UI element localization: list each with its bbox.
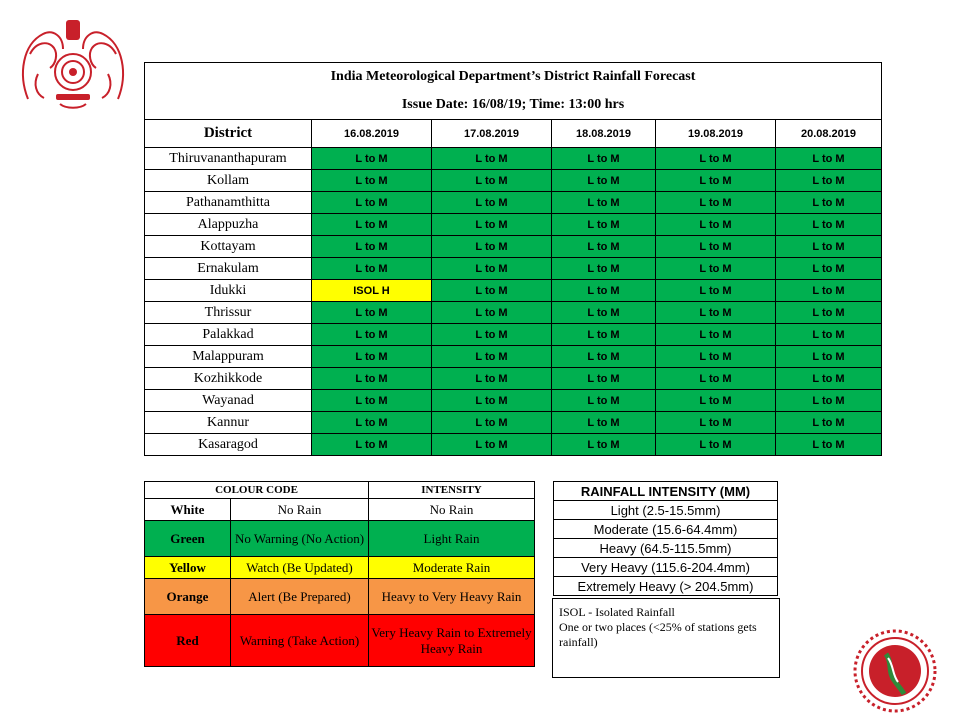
forecast-cell: L to M: [656, 280, 776, 302]
colour-code-row: [145, 557, 535, 579]
forecast-cell: L to M: [776, 390, 882, 412]
district-name: Kasaragod: [145, 434, 312, 456]
colour-code-row: [145, 521, 535, 557]
forecast-cell: L to M: [776, 280, 882, 302]
table-row: [145, 214, 882, 236]
forecast-cell: L to M: [656, 170, 776, 192]
forecast-cell: L to M: [656, 368, 776, 390]
district-name: Ernakulam: [145, 258, 312, 280]
forecast-cell: L to M: [312, 324, 432, 346]
rainfall-intensity-table: [553, 481, 778, 596]
forecast-cell: L to M: [432, 324, 552, 346]
rainfall-intensity-header-row: [554, 482, 778, 501]
forecast-cell: L to M: [432, 390, 552, 412]
date-header: 17.08.2019: [432, 120, 552, 148]
district-name: Thiruvananthapuram: [145, 148, 312, 170]
table-row: [145, 346, 882, 368]
forecast-cell: L to M: [432, 214, 552, 236]
forecast-cell: L to M: [776, 214, 882, 236]
colour-intensity: Very Heavy Rain to Extremely Heavy Rain: [369, 615, 535, 667]
title-block: [145, 63, 882, 120]
colour-name: Red: [145, 615, 231, 667]
rainfall-intensity-row: [554, 520, 778, 539]
colour-action: Alert (Be Prepared): [231, 579, 369, 615]
district-name: Idukki: [145, 280, 312, 302]
colour-name: Green: [145, 521, 231, 557]
colour-code-header-row: [145, 482, 535, 499]
colour-code-row: [145, 499, 535, 521]
forecast-cell: L to M: [312, 170, 432, 192]
forecast-cell: L to M: [552, 434, 656, 456]
date-header: 18.08.2019: [552, 120, 656, 148]
table-row: [145, 390, 882, 412]
forecast-cell: L to M: [312, 214, 432, 236]
colour-intensity: No Rain: [369, 499, 535, 521]
forecast-cell: L to M: [432, 412, 552, 434]
rainfall-intensity-range: Light (2.5-15.5mm): [554, 501, 778, 520]
forecast-cell: L to M: [432, 236, 552, 258]
forecast-cell: L to M: [552, 280, 656, 302]
forecast-cell: L to M: [656, 412, 776, 434]
isol-note: [552, 598, 780, 678]
table-row: [145, 258, 882, 280]
issue-date: Issue Date: 16/08/19; Time: 13:00 hrs: [401, 97, 625, 112]
colour-code-table: [144, 481, 535, 667]
district-name: Thrissur: [145, 302, 312, 324]
district-name: Wayanad: [145, 390, 312, 412]
forecast-cell: L to M: [656, 346, 776, 368]
date-header: 16.08.2019: [312, 120, 432, 148]
colour-action: Watch (Be Updated): [231, 557, 369, 579]
table-row: [145, 368, 882, 390]
intensity-header: INTENSITY: [369, 482, 535, 499]
colour-name: White: [145, 499, 231, 521]
colour-intensity: Heavy to Very Heavy Rain: [369, 579, 535, 615]
forecast-cell: L to M: [312, 368, 432, 390]
colour-code-row: [145, 579, 535, 615]
table-row: [145, 412, 882, 434]
date-header: 20.08.2019: [776, 120, 882, 148]
rainfall-intensity-range: Moderate (15.6-64.4mm): [554, 520, 778, 539]
forecast-cell: L to M: [312, 302, 432, 324]
rainfall-intensity-row: [554, 558, 778, 577]
rainfall-intensity-range: Very Heavy (115.6-204.4mm): [554, 558, 778, 577]
forecast-cell: L to M: [656, 214, 776, 236]
colour-action: No Warning (No Action): [231, 521, 369, 557]
forecast-cell: L to M: [432, 148, 552, 170]
forecast-cell: L to M: [432, 280, 552, 302]
forecast-cell: L to M: [552, 390, 656, 412]
forecast-cell: L to M: [656, 192, 776, 214]
rainfall-intensity-row: [554, 539, 778, 558]
ksdma-logo-icon: [852, 628, 938, 714]
district-name: Kollam: [145, 170, 312, 192]
table-header-row: [145, 120, 882, 148]
table-row: [145, 148, 882, 170]
forecast-cell: L to M: [432, 434, 552, 456]
forecast-cell: L to M: [312, 412, 432, 434]
table-row: [145, 280, 882, 302]
forecast-cell: L to M: [312, 346, 432, 368]
forecast-cell: L to M: [432, 192, 552, 214]
forecast-cell: L to M: [552, 170, 656, 192]
colour-intensity: Light Rain: [369, 521, 535, 557]
forecast-cell: L to M: [776, 434, 882, 456]
rainfall-intensity-range: Extremely Heavy (> 204.5mm): [554, 577, 778, 596]
colour-code-row: [145, 615, 535, 667]
district-name: Palakkad: [145, 324, 312, 346]
kerala-emblem-icon: [8, 14, 138, 114]
forecast-cell: L to M: [776, 148, 882, 170]
forecast-cell: L to M: [312, 192, 432, 214]
page-title: India Meteorological Department’s District Rainfall Forecast: [330, 69, 696, 84]
forecast-cell: L to M: [656, 148, 776, 170]
forecast-cell: L to M: [552, 192, 656, 214]
district-name: Malappuram: [145, 346, 312, 368]
forecast-cell: L to M: [552, 346, 656, 368]
colour-name: Yellow: [145, 557, 231, 579]
forecast-cell: L to M: [552, 148, 656, 170]
forecast-cell: L to M: [552, 258, 656, 280]
colour-intensity: Moderate Rain: [369, 557, 535, 579]
forecast-table: [144, 62, 882, 456]
date-header: 19.08.2019: [656, 120, 776, 148]
forecast-cell: L to M: [432, 368, 552, 390]
forecast-cell: L to M: [776, 192, 882, 214]
isol-description: One or two places (<25% of stations gets rainfall): [559, 620, 757, 649]
table-row: [145, 434, 882, 456]
forecast-cell: L to M: [312, 258, 432, 280]
forecast-cell: L to M: [312, 148, 432, 170]
forecast-cell: L to M: [656, 302, 776, 324]
forecast-cell: L to M: [656, 258, 776, 280]
district-name: Kottayam: [145, 236, 312, 258]
forecast-cell: L to M: [552, 324, 656, 346]
forecast-cell: L to M: [776, 236, 882, 258]
forecast-cell: L to M: [776, 346, 882, 368]
forecast-cell: L to M: [776, 170, 882, 192]
table-row: [145, 324, 882, 346]
forecast-cell: L to M: [432, 302, 552, 324]
forecast-cell: L to M: [776, 412, 882, 434]
forecast-cell: L to M: [552, 302, 656, 324]
rainfall-intensity-range: Heavy (64.5-115.5mm): [554, 539, 778, 558]
colour-name: Orange: [145, 579, 231, 615]
forecast-cell: L to M: [656, 390, 776, 412]
forecast-cell: L to M: [776, 368, 882, 390]
forecast-cell: L to M: [552, 236, 656, 258]
forecast-cell: L to M: [776, 324, 882, 346]
district-name: Pathanamthitta: [145, 192, 312, 214]
forecast-cell: L to M: [552, 368, 656, 390]
isol-definition: ISOL - Isolated Rainfall: [559, 605, 675, 619]
rainfall-intensity-row: [554, 501, 778, 520]
forecast-cell: L to M: [312, 390, 432, 412]
forecast-cell: L to M: [656, 324, 776, 346]
forecast-cell: L to M: [432, 170, 552, 192]
forecast-cell: ISOL H: [312, 280, 432, 302]
table-row: [145, 236, 882, 258]
table-row: [145, 170, 882, 192]
forecast-cell: L to M: [656, 236, 776, 258]
forecast-cell: L to M: [312, 434, 432, 456]
forecast-cell: L to M: [656, 434, 776, 456]
colour-code-header: COLOUR CODE: [145, 482, 369, 499]
forecast-cell: L to M: [776, 302, 882, 324]
forecast-cell: L to M: [432, 258, 552, 280]
table-row: [145, 192, 882, 214]
district-name: Kannur: [145, 412, 312, 434]
forecast-cell: L to M: [776, 258, 882, 280]
colour-action: Warning (Take Action): [231, 615, 369, 667]
table-row: [145, 302, 882, 324]
rainfall-intensity-header: RAINFALL INTENSITY (MM): [554, 482, 778, 501]
rainfall-intensity-row: [554, 577, 778, 596]
district-header: District: [145, 120, 312, 148]
colour-action: No Rain: [231, 499, 369, 521]
forecast-cell: L to M: [552, 214, 656, 236]
district-name: Kozhikkode: [145, 368, 312, 390]
forecast-cell: L to M: [552, 412, 656, 434]
forecast-cell: L to M: [432, 346, 552, 368]
forecast-cell: L to M: [312, 236, 432, 258]
district-name: Alappuzha: [145, 214, 312, 236]
